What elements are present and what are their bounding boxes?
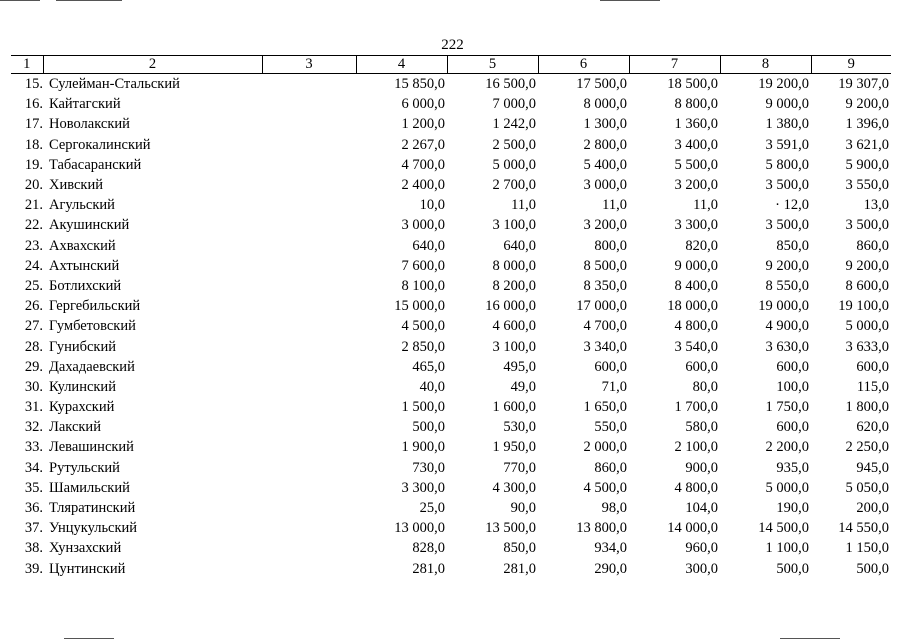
value-col-8: 8 550,0 (765, 277, 809, 294)
value-col-8: 5 000,0 (765, 479, 809, 496)
value-col-4: 2 400,0 (401, 177, 445, 194)
value-col-7: 600,0 (685, 358, 718, 375)
value-col-9: 115,0 (856, 378, 889, 395)
district-name: Дахадаевский (49, 358, 135, 375)
value-col-4: 1 900,0 (401, 439, 445, 456)
value-col-4: 281,0 (412, 560, 445, 577)
row-number: 37. (24, 520, 43, 537)
value-col-9: 9 200,0 (845, 257, 889, 274)
value-col-6: 8 500,0 (583, 257, 627, 274)
district-name: Сулейман-Стальский (49, 76, 180, 93)
value-col-5: 8 200,0 (492, 277, 536, 294)
value-col-6: 3 340,0 (583, 338, 627, 355)
value-col-6: 600,0 (594, 358, 627, 375)
value-col-4: 465,0 (412, 358, 445, 375)
district-name: Курахский (49, 399, 115, 416)
value-col-9: 8 600,0 (845, 277, 889, 294)
value-col-5: 495,0 (503, 358, 536, 375)
value-col-5: 281,0 (503, 560, 536, 577)
value-col-8: 5 800,0 (765, 156, 809, 173)
value-col-5: 1 242,0 (492, 116, 536, 133)
value-col-8: 600,0 (776, 419, 809, 436)
scan-line-top-right (600, 0, 660, 1)
table-row (11, 256, 891, 276)
district-name: Тляратинский (49, 500, 136, 517)
table-row (11, 155, 891, 175)
value-col-5: 7 000,0 (492, 96, 536, 113)
value-col-9: 3 621,0 (845, 136, 889, 153)
value-col-7: 104,0 (685, 500, 718, 517)
row-number: 34. (24, 459, 43, 476)
value-col-9: 5 050,0 (845, 479, 889, 496)
value-col-4: 4 500,0 (401, 318, 445, 335)
row-number: 39. (24, 560, 43, 577)
value-col-8: 19 200,0 (758, 76, 809, 93)
row-number: 28. (24, 338, 43, 355)
value-col-9: 19 307,0 (838, 76, 889, 93)
value-col-5: 640,0 (503, 237, 536, 254)
value-col-5: 850,0 (503, 540, 536, 557)
value-col-4: 4 700,0 (401, 156, 445, 173)
value-col-7: 4 800,0 (674, 318, 718, 335)
district-name: Гергебильский (49, 298, 141, 315)
value-col-8: 935,0 (776, 459, 809, 476)
value-col-7: 820,0 (685, 237, 718, 254)
value-col-7: 18 500,0 (667, 76, 718, 93)
row-number: 20. (24, 177, 43, 194)
column-3-cell (262, 417, 356, 437)
value-col-8: 1 750,0 (765, 399, 809, 416)
district-name: Гумбетовский (49, 318, 136, 335)
column-3-cell (262, 94, 356, 114)
row-number: 35. (24, 479, 43, 496)
value-col-9: 3 550,0 (845, 177, 889, 194)
value-col-9: 3 633,0 (845, 338, 889, 355)
table-row (11, 114, 891, 134)
table-row (11, 417, 891, 437)
value-col-9: 13,0 (863, 197, 889, 214)
value-col-9: 860,0 (856, 237, 889, 254)
column-3-cell (262, 357, 356, 377)
value-col-6: 17 000,0 (576, 298, 627, 315)
district-name: Акушинский (49, 217, 130, 234)
value-col-9: 5 900,0 (845, 156, 889, 173)
row-number: 23. (24, 237, 43, 254)
value-col-9: 1 800,0 (845, 399, 889, 416)
column-3-cell (262, 458, 356, 478)
district-name: Шамильский (49, 479, 130, 496)
column-3-cell (262, 377, 356, 397)
column-3-cell (262, 155, 356, 175)
table-row (11, 276, 891, 296)
value-col-9: 2 250,0 (845, 439, 889, 456)
row-number: 16. (24, 96, 43, 113)
value-col-6: 550,0 (594, 419, 627, 436)
value-col-5: 13 500,0 (485, 520, 536, 537)
page-number: 222 (441, 37, 464, 53)
value-col-5: 3 100,0 (492, 217, 536, 234)
column-header-3: 3 (262, 56, 356, 74)
value-col-4: 13 000,0 (394, 520, 445, 537)
value-col-8: 3 500,0 (765, 217, 809, 234)
column-3-cell (262, 215, 356, 235)
value-col-6: 860,0 (594, 459, 627, 476)
value-col-6: 8 000,0 (583, 96, 627, 113)
table-row (11, 195, 891, 215)
district-name: Хивский (49, 177, 103, 194)
value-col-4: 1 200,0 (401, 116, 445, 133)
value-col-6: 3 000,0 (583, 177, 627, 194)
value-col-5: 4 300,0 (492, 479, 536, 496)
value-col-6: 1 300,0 (583, 116, 627, 133)
column-3-cell (262, 437, 356, 457)
value-col-9: 945,0 (856, 459, 889, 476)
column-3-cell (262, 74, 356, 95)
table-row (11, 316, 891, 336)
value-col-8: 9 000,0 (765, 96, 809, 113)
column-3-cell (262, 518, 356, 538)
district-name: Хунзахский (49, 540, 122, 557)
district-name: Кайтагский (49, 96, 121, 113)
row-number: 38. (24, 540, 43, 557)
district-name: Агульский (49, 197, 115, 214)
table-row (11, 175, 891, 195)
column-3-cell (262, 397, 356, 417)
row-number: 26. (24, 298, 43, 315)
column-3-cell (262, 559, 356, 579)
value-col-6: 1 650,0 (583, 399, 627, 416)
value-col-7: 18 000,0 (667, 298, 718, 315)
value-col-8: 3 630,0 (765, 338, 809, 355)
value-col-4: 828,0 (412, 540, 445, 557)
district-name: Унцукульский (49, 520, 138, 537)
value-col-8: · 12,0 (775, 197, 809, 214)
header-row (11, 56, 891, 74)
scan-line-bottom-left (64, 638, 114, 639)
district-name: Левашинский (49, 439, 134, 456)
row-number: 15. (24, 76, 43, 93)
column-3-cell (262, 538, 356, 558)
value-col-5: 3 100,0 (492, 338, 536, 355)
value-col-5: 5 000,0 (492, 156, 536, 173)
value-col-6: 4 700,0 (583, 318, 627, 335)
column-3-cell (262, 195, 356, 215)
value-col-8: 2 200,0 (765, 439, 809, 456)
value-col-5: 11,0 (511, 197, 536, 214)
district-name: Ахвахский (49, 237, 116, 254)
district-name: Ахтынский (49, 257, 120, 274)
table-row (11, 236, 891, 256)
row-number: 36. (24, 500, 43, 517)
value-col-8: 14 500,0 (758, 520, 809, 537)
table-row (11, 437, 891, 457)
district-name: Табасаранский (49, 156, 142, 173)
value-col-4: 25,0 (419, 500, 445, 517)
value-col-5: 49,0 (510, 378, 536, 395)
value-col-6: 3 200,0 (583, 217, 627, 234)
data-table (11, 55, 891, 579)
row-number: 33. (24, 439, 43, 456)
row-number: 17. (24, 116, 43, 133)
table-row (11, 357, 891, 377)
value-col-4: 640,0 (412, 237, 445, 254)
table-row (11, 478, 891, 498)
value-col-8: 3 500,0 (765, 177, 809, 194)
table-row (11, 74, 891, 95)
table-row (11, 94, 891, 114)
value-col-7: 3 200,0 (674, 177, 718, 194)
value-col-7: 1 360,0 (674, 116, 718, 133)
district-name: Ботлихский (49, 277, 122, 294)
value-col-9: 9 200,0 (845, 96, 889, 113)
value-col-7: 11,0 (693, 197, 718, 214)
value-col-6: 8 350,0 (583, 277, 627, 294)
value-col-9: 14 550,0 (838, 520, 889, 537)
value-col-4: 15 000,0 (394, 298, 445, 315)
column-header-2: 2 (43, 56, 262, 74)
value-col-5: 16 000,0 (485, 298, 536, 315)
value-col-5: 1 600,0 (492, 399, 536, 416)
value-col-8: 1 100,0 (765, 540, 809, 557)
value-col-8: 500,0 (776, 560, 809, 577)
value-col-9: 1 396,0 (845, 116, 889, 133)
value-col-7: 5 500,0 (674, 156, 718, 173)
column-3-cell (262, 498, 356, 518)
row-number: 21. (24, 197, 43, 214)
value-col-9: 5 000,0 (845, 318, 889, 335)
value-col-9: 3 500,0 (845, 217, 889, 234)
value-col-5: 90,0 (510, 500, 536, 517)
column-3-cell (262, 316, 356, 336)
table-row (11, 397, 891, 417)
value-col-4: 6 000,0 (401, 96, 445, 113)
district-name: Кулинский (49, 378, 116, 395)
value-col-6: 5 400,0 (583, 156, 627, 173)
column-header-7: 7 (629, 56, 720, 74)
column-3-cell (262, 336, 356, 356)
value-col-8: 190,0 (776, 500, 809, 517)
value-col-6: 98,0 (601, 500, 627, 517)
value-col-4: 1 500,0 (401, 399, 445, 416)
value-col-6: 2 800,0 (583, 136, 627, 153)
column-header-8: 8 (720, 56, 811, 74)
scan-line-top-left (0, 0, 40, 1)
column-3-cell (262, 296, 356, 316)
value-col-8: 3 591,0 (765, 136, 809, 153)
value-col-8: 1 380,0 (765, 116, 809, 133)
value-col-4: 2 850,0 (401, 338, 445, 355)
value-col-7: 3 300,0 (674, 217, 718, 234)
value-col-9: 500,0 (856, 560, 889, 577)
table-row (11, 215, 891, 235)
row-number: 18. (24, 136, 43, 153)
value-col-6: 17 500,0 (576, 76, 627, 93)
table-row (11, 538, 891, 558)
district-name: Новолакский (49, 116, 130, 133)
district-name: Гунибский (49, 338, 116, 355)
row-number: 30. (24, 378, 43, 395)
column-header-4: 4 (356, 56, 447, 74)
column-3-cell (262, 478, 356, 498)
value-col-5: 1 950,0 (492, 439, 536, 456)
value-col-7: 4 800,0 (674, 479, 718, 496)
row-number: 31. (24, 399, 43, 416)
value-col-5: 2 500,0 (492, 136, 536, 153)
value-col-5: 770,0 (503, 459, 536, 476)
value-col-7: 14 000,0 (667, 520, 718, 537)
value-col-9: 19 100,0 (838, 298, 889, 315)
value-col-8: 19 000,0 (758, 298, 809, 315)
column-header-5: 5 (447, 56, 538, 74)
table-row (11, 458, 891, 478)
table-row (11, 135, 891, 155)
table-row (11, 377, 891, 397)
district-name: Цунтинский (49, 560, 126, 577)
value-col-7: 8 400,0 (674, 277, 718, 294)
value-col-5: 530,0 (503, 419, 536, 436)
value-col-6: 4 500,0 (583, 479, 627, 496)
row-number: 22. (24, 217, 43, 234)
value-col-6: 11,0 (602, 197, 627, 214)
value-col-7: 8 800,0 (674, 96, 718, 113)
column-3-cell (262, 276, 356, 296)
value-col-4: 10,0 (419, 197, 445, 214)
column-3-cell (262, 175, 356, 195)
value-col-4: 3 000,0 (401, 217, 445, 234)
district-name: Лакский (49, 419, 101, 436)
column-header-6: 6 (538, 56, 629, 74)
value-col-4: 8 100,0 (401, 277, 445, 294)
row-number: 27. (24, 318, 43, 335)
value-col-6: 290,0 (594, 560, 627, 577)
value-col-7: 300,0 (685, 560, 718, 577)
row-number: 32. (24, 419, 43, 436)
column-3-cell (262, 114, 356, 134)
value-col-6: 13 800,0 (576, 520, 627, 537)
value-col-7: 960,0 (685, 540, 718, 557)
table-row (11, 518, 891, 538)
column-header-9: 9 (811, 56, 891, 74)
scan-line-bottom-right (780, 638, 840, 639)
district-name: Рутульский (49, 459, 120, 476)
row-number: 25. (24, 277, 43, 294)
table-row (11, 296, 891, 316)
value-col-6: 71,0 (601, 378, 627, 395)
value-col-6: 2 000,0 (583, 439, 627, 456)
column-3-cell (262, 236, 356, 256)
table-body (11, 74, 891, 579)
value-col-5: 4 600,0 (492, 318, 536, 335)
value-col-7: 3 400,0 (674, 136, 718, 153)
value-col-9: 200,0 (856, 500, 889, 517)
column-header-1: 1 (11, 56, 43, 74)
value-col-6: 934,0 (594, 540, 627, 557)
row-number: 24. (24, 257, 43, 274)
value-col-5: 16 500,0 (485, 76, 536, 93)
value-col-4: 500,0 (412, 419, 445, 436)
value-col-7: 900,0 (685, 459, 718, 476)
value-col-5: 8 000,0 (492, 257, 536, 274)
value-col-4: 730,0 (412, 459, 445, 476)
table-row (11, 559, 891, 579)
value-col-4: 15 850,0 (394, 76, 445, 93)
value-col-8: 600,0 (776, 358, 809, 375)
value-col-9: 620,0 (856, 419, 889, 436)
scan-line-top-left-2 (56, 0, 122, 1)
value-col-6: 800,0 (594, 237, 627, 254)
table-header (11, 56, 891, 74)
value-col-7: 9 000,0 (674, 257, 718, 274)
row-number: 19. (24, 156, 43, 173)
table-row (11, 498, 891, 518)
district-name: Сергокалинский (49, 136, 151, 153)
value-col-7: 580,0 (685, 419, 718, 436)
column-3-cell (262, 135, 356, 155)
value-col-5: 2 700,0 (492, 177, 536, 194)
value-col-9: 600,0 (856, 358, 889, 375)
value-col-7: 80,0 (692, 378, 718, 395)
column-3-cell (262, 256, 356, 276)
value-col-8: 100,0 (776, 378, 809, 395)
value-col-4: 3 300,0 (401, 479, 445, 496)
value-col-8: 850,0 (776, 237, 809, 254)
value-col-7: 1 700,0 (674, 399, 718, 416)
value-col-8: 4 900,0 (765, 318, 809, 335)
value-col-7: 3 540,0 (674, 338, 718, 355)
row-number: 29. (24, 358, 43, 375)
value-col-4: 2 267,0 (401, 136, 445, 153)
value-col-8: 9 200,0 (765, 257, 809, 274)
value-col-4: 7 600,0 (401, 257, 445, 274)
table-row (11, 336, 891, 356)
value-col-9: 1 150,0 (845, 540, 889, 557)
value-col-7: 2 100,0 (674, 439, 718, 456)
value-col-4: 40,0 (419, 378, 445, 395)
